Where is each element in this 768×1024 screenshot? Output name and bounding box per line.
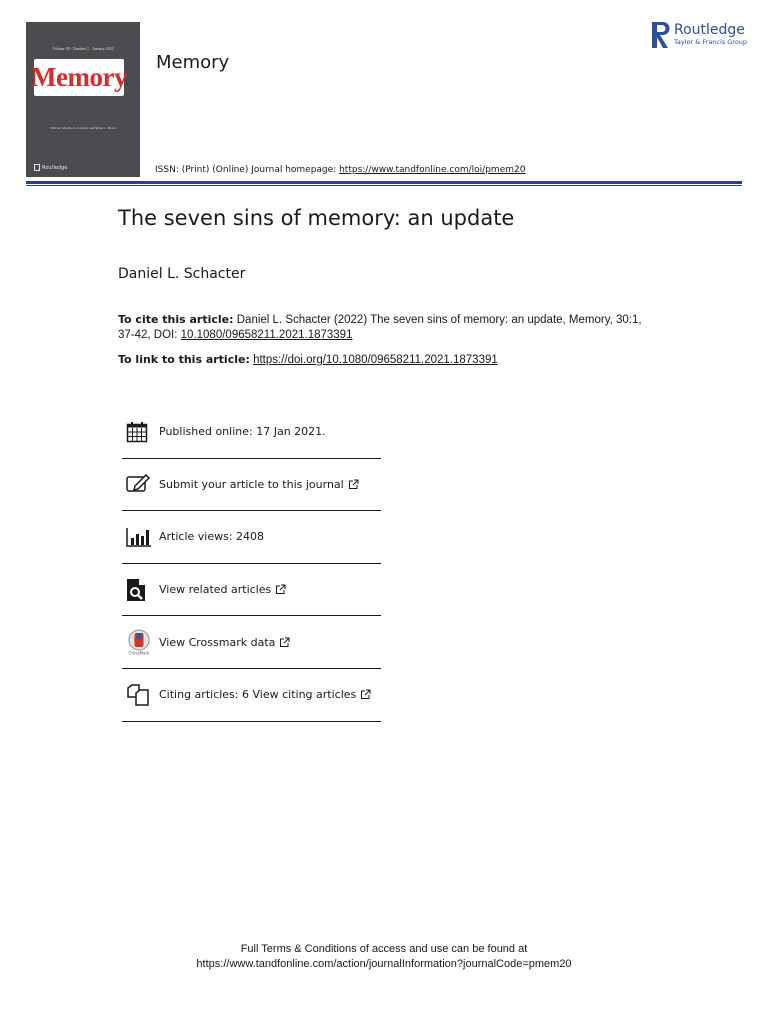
related-articles-link[interactable] — [159, 583, 286, 596]
crossmark-icon — [122, 629, 154, 655]
cover-title: Memory — [31, 62, 127, 92]
document-search-icon — [122, 578, 154, 602]
footer-terms — [0, 942, 768, 972]
footer-line-1: Full Terms & Conditions of access and use can be found at — [240, 943, 528, 955]
meta-text-related: View related articles — [159, 583, 272, 597]
brand-name: Routledge — [674, 22, 745, 38]
meta-row-citing[interactable] — [122, 669, 381, 722]
citing-articles-link[interactable] — [159, 688, 371, 701]
bar-chart-icon — [122, 527, 154, 547]
article-link-block — [118, 353, 498, 366]
meta-text-citing: Citing articles: 6 View citing articles — [159, 688, 357, 702]
publisher-mini-logo-icon — [34, 164, 40, 171]
submit-article-link[interactable] — [159, 478, 359, 491]
external-link-icon — [348, 479, 359, 490]
journal-name: Memory — [156, 52, 230, 73]
calendar-icon — [122, 421, 154, 443]
article-doi-url-link[interactable]: https://doi.org/10.1080/09658211.2021.1873391 — [253, 354, 498, 366]
header-rule-thin — [26, 185, 742, 186]
edit-icon — [122, 474, 154, 494]
publisher-logo[interactable] — [652, 22, 747, 48]
journal-cover-image — [26, 22, 140, 177]
meta-text-submit: Submit your article to this journal — [159, 477, 344, 491]
cite-text: Daniel L. Schacter (2022) The seven sins of memory: an update, Memory, 30:1, 37-42, DOI: — [118, 314, 642, 341]
article-title: The seven sins of memory: an update — [118, 206, 515, 230]
external-link-icon — [275, 584, 286, 595]
meta-row-related[interactable] — [122, 564, 381, 617]
crossmark-link[interactable] — [159, 636, 290, 649]
external-link-icon — [360, 689, 371, 700]
meta-text-crossmark: View Crossmark data — [159, 635, 276, 649]
doi-link[interactable]: 10.1080/09658211.2021.1873391 — [180, 329, 353, 341]
routledge-logo-icon — [652, 22, 670, 48]
cover-editors: Editors: Martin A. Conway and Mark L. Howe — [50, 126, 116, 130]
cover-title-box — [31, 59, 127, 96]
cover-publisher-name: Routledge — [42, 164, 68, 171]
cover-volume-line: Volume 30 · Number 1 · January 2022 — [52, 46, 114, 51]
cover-publisher — [34, 164, 67, 171]
meta-row-published — [122, 406, 381, 459]
article-author: Daniel L. Schacter — [118, 266, 246, 282]
footer-terms-url[interactable]: https://www.tandfonline.com/action/journalInformation?journalCode=pmem20 — [196, 958, 572, 970]
article-meta-list — [122, 406, 381, 722]
meta-text-views: Article views: 2408 — [159, 530, 265, 544]
journal-homepage-link[interactable]: https://www.tandfonline.com/loi/pmem20 — [339, 165, 526, 175]
meta-row-crossmark[interactable] — [122, 616, 381, 669]
svg-text:CrossMark: CrossMark — [128, 650, 150, 656]
citing-icon — [122, 684, 154, 706]
issn-line — [155, 165, 525, 175]
issn-text: ISSN: (Print) (Online) Journal homepage: — [155, 165, 337, 175]
citation-block — [118, 312, 648, 343]
meta-text-published: Published online: 17 Jan 2021. — [159, 425, 326, 439]
brand-subtitle: Taylor & Francis Group — [674, 38, 748, 46]
cite-label: To cite this article: — [118, 313, 234, 326]
external-link-icon — [279, 637, 290, 648]
meta-row-views — [122, 511, 381, 564]
meta-row-submit[interactable] — [122, 459, 381, 512]
link-label: To link to this article: — [118, 353, 250, 366]
header-rule — [26, 181, 742, 184]
